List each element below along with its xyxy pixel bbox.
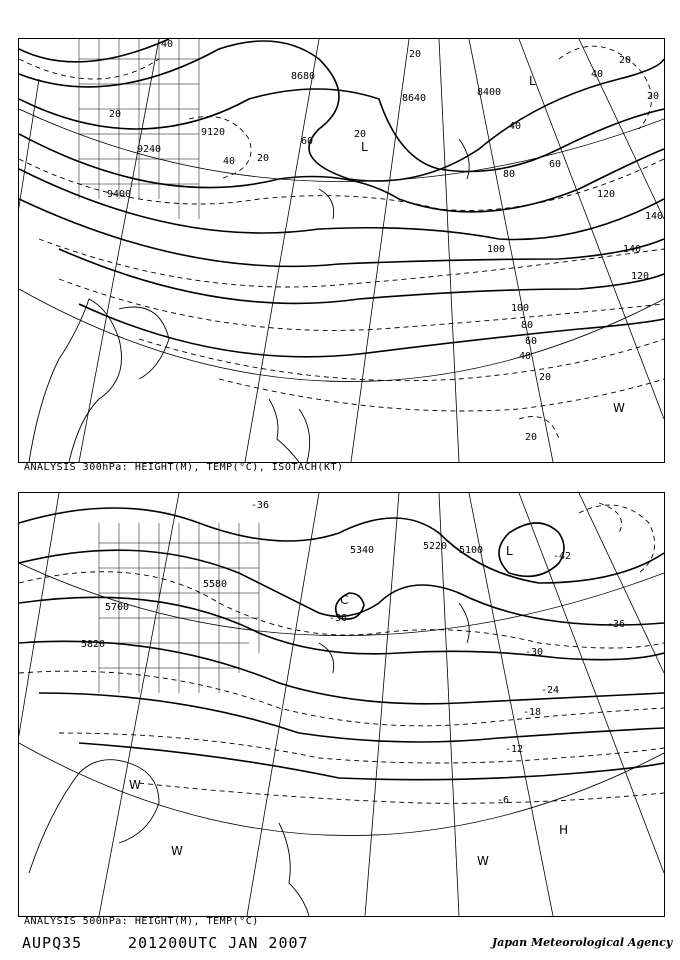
contour-label: 40 — [161, 39, 174, 50]
contour-label: 20 — [409, 49, 422, 60]
pressure-center-symbol: L — [361, 140, 368, 154]
meridian-lines — [19, 39, 664, 462]
contour-label: 20 — [525, 432, 538, 443]
contour-label: 8400 — [477, 87, 502, 98]
height-contours — [19, 508, 664, 780]
contour-label: 20 — [647, 91, 660, 102]
contour-label: 120 — [597, 189, 616, 200]
contour-label: -36 — [251, 500, 270, 511]
contour-label: 80 — [503, 169, 516, 180]
contour-label: 5580 — [203, 579, 228, 590]
upper-air-chart-300hpa — [18, 38, 665, 463]
isotach-dashed-lines — [19, 46, 664, 439]
contour-label: -36 — [607, 619, 626, 630]
contour-label: 40 — [223, 156, 236, 167]
contour-label: -6 — [497, 795, 510, 806]
contour-labels-500hpa — [81, 500, 625, 868]
latitude-lines — [19, 109, 664, 382]
contour-label: 60 — [525, 336, 538, 347]
contour-label: 9400 — [107, 189, 132, 200]
contour-label: 120 — [631, 271, 650, 282]
chart-300hpa-canvas — [19, 39, 664, 462]
contour-label: -42 — [553, 551, 572, 562]
pressure-center-symbol: L — [529, 74, 536, 88]
contour-labels-300hpa — [107, 39, 663, 443]
pressure-center-symbol: C — [340, 593, 349, 607]
contour-label: -12 — [505, 744, 524, 755]
pressure-center-symbol: L — [506, 544, 513, 558]
caption-500hpa: ANALYSIS 500hPa: HEIGHT(M), TEMP(°C) — [24, 916, 259, 927]
upper-air-chart-500hpa — [18, 492, 665, 917]
chart-500hpa-canvas — [19, 493, 664, 916]
contour-label: -36 — [329, 613, 348, 624]
contour-label: 20 — [109, 109, 122, 120]
contour-label: 5820 — [81, 639, 106, 650]
contour-label: 40 — [509, 121, 522, 132]
contour-label: 140 — [645, 211, 664, 222]
agency-name: Japan Meteorological Agency — [492, 936, 673, 949]
contour-label: -24 — [541, 685, 560, 696]
contour-label: -18 — [523, 707, 542, 718]
contour-label: 5220 — [423, 541, 448, 552]
contour-label: 60 — [549, 159, 562, 170]
contour-label: 100 — [487, 244, 506, 255]
contour-label: 40 — [519, 351, 532, 362]
contour-label: 20 — [539, 372, 552, 383]
pressure-center-symbol: W — [129, 778, 141, 792]
contour-label: 60 — [301, 136, 314, 147]
valid-time: 201200UTC JAN 2007 — [128, 934, 309, 952]
contour-label: 80 — [521, 320, 534, 331]
contour-label: 9120 — [201, 127, 226, 138]
contour-label: 5100 — [459, 545, 484, 556]
pressure-center-symbol: W — [613, 401, 625, 415]
stippled-region — [79, 39, 199, 219]
pressure-center-symbol: H — [559, 823, 569, 837]
contour-label: 8680 — [291, 71, 316, 82]
contour-label: 100 — [511, 303, 530, 314]
contour-label: 20 — [257, 153, 270, 164]
caption-300hpa: ANALYSIS 300hPa: HEIGHT(M), TEMP(°C), ISOTACH(KT) — [24, 462, 344, 473]
contour-label: -30 — [525, 647, 544, 658]
chart-identifier: AUPQ35 — [22, 934, 83, 952]
contour-label: 20 — [619, 55, 632, 66]
contour-label: 20 — [354, 129, 367, 140]
contour-label: 40 — [591, 69, 604, 80]
pressure-center-symbol: W — [477, 854, 489, 868]
contour-label: 5700 — [105, 602, 130, 613]
contour-label: 8640 — [402, 93, 427, 104]
pressure-center-symbol: W — [171, 844, 183, 858]
contour-label: 140 — [623, 244, 642, 255]
contour-label: 9240 — [137, 144, 162, 155]
contour-label: 5340 — [350, 545, 375, 556]
